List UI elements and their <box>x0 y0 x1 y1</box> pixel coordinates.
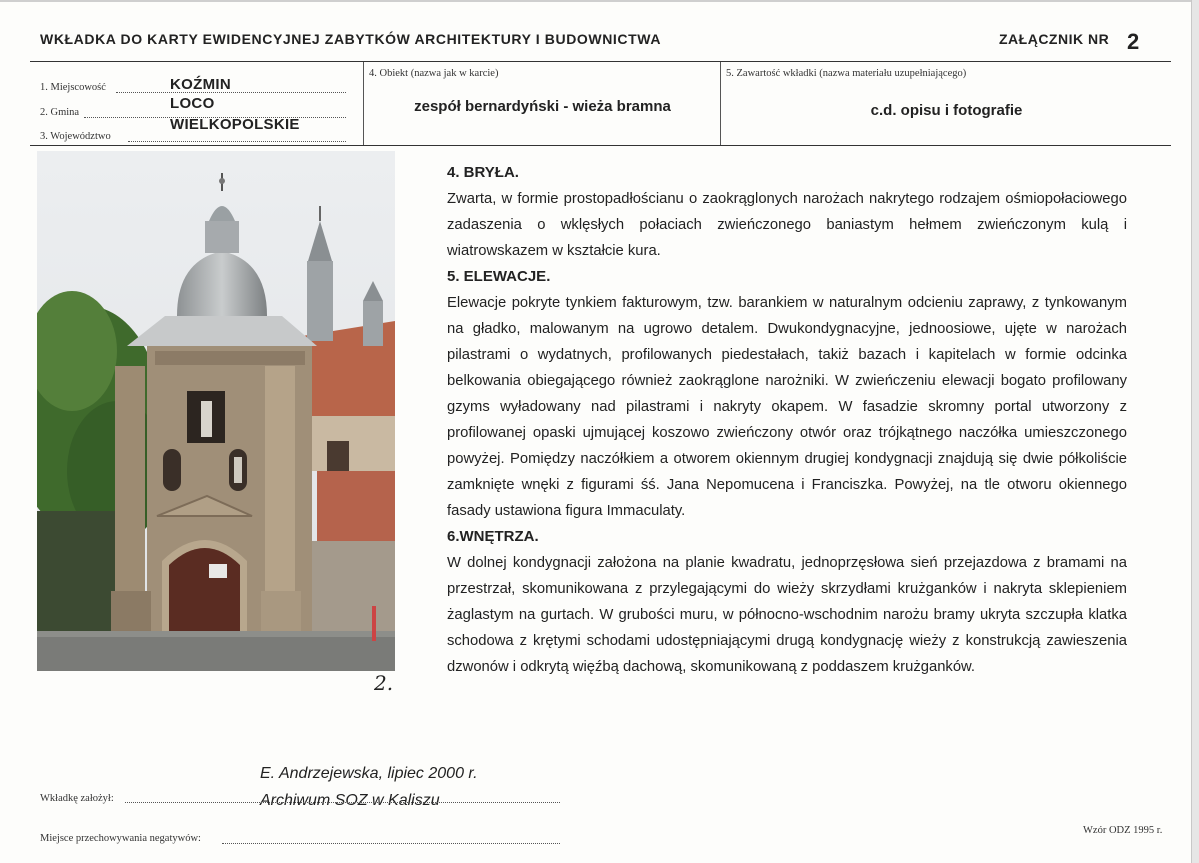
locality-label: 1. Miejscowość <box>40 82 106 93</box>
contents-label: 5. Zawartość wkładki (nazwa materiału uzupełniającego) <box>726 68 967 79</box>
section-text-mass: Zwarta, w formie prostopadłościanu o zaokrąglonych narożach nakrytego rodzajem ośmiopołaciowego zadaszenia o wklęsłych połaciach zwieńczonego baniastym hełmem zwieńczonym kulą i wiatrowskazem w kształcie kura. <box>447 191 1127 259</box>
header-rule-top <box>30 61 1171 62</box>
commune-value: LOCO <box>170 95 215 112</box>
section-heading-interiors: 6.WNĘTRZA. <box>447 528 539 545</box>
section-text-interiors: W dolnej kondygnacji założona na planie kwadratu, jednoprzęsłowa sień przejazdowa z bramami na przestrzał, skomunikowana z przylegającymi do wieży skrzydłami krużganków i nakryta sklepieniem żaglastym na gurtach. W grubości muru, w północno-wschodnim narożu bramy ukryta szczupła klatka schodowa z krętymi schodami udostępniającymi drugą kondygnację wieży z konstrukcją zawieszenia dzwonów i odkrytą więźbą dachową, skomunikowaną z poddaszem krużganków. <box>447 555 1127 675</box>
insert-dots <box>125 802 560 803</box>
locality-value: KOŹMIN <box>170 76 231 93</box>
form-title: WKŁADKA DO KARTY EWIDENCYJNEJ ZABYTKÓW ARCHITEKTURY I BUDOWNICTWA <box>40 31 662 47</box>
commune-label: 2. Gmina <box>40 107 80 118</box>
header-divider-1 <box>363 62 364 145</box>
section-text-elevations: Elewacje pokryte tynkiem fakturowym, tzw. barankiem w naturalnym odcieniu zaprawy, z tynkowanym na gładko, malowanym na ugrowo detalem. Dwukondygnacyjne, jednoosiowe, ujęte w narożach pilastrami o wydatnych, profilowanych piedestałach, takiż bazach i kapitelach w formie odcinka belkowania obiegającego również zaokrąglone narożniki. W zwieńczeniu elewacji bogato profilowany gzyms wyładowany nad pilastrami i nakryty okapem. W fasadzie skromny portal utworzony z profilowanej opaski ujmującej koszowo zwieńczony otwór oraz trójkątnego naczółka umieszczonego powyżej. Pomiędzy naczółkiem a otworem okiennym drugiej kondygnacji znajdują się dwie półkoliście zamknięte wnęki z figurami śś. Jana Nepomucena i Franciszka. Powyżej, na tle otworu okiennego fasady ustawiona figura Immaculaty. <box>447 295 1127 519</box>
voivodeship-dots <box>128 141 346 142</box>
annex-label: ZAŁĄCZNIK NR <box>999 31 1110 47</box>
archive-line: Archiwum SOZ w Kaliszu <box>260 792 440 809</box>
section-heading-mass: 4. BRYŁA. <box>447 164 519 181</box>
header-divider-2 <box>720 62 721 145</box>
object-label: 4. Obiekt (nazwa jak w karcie) <box>369 68 499 79</box>
description <box>447 160 1127 680</box>
insert-label: Wkładkę założył: <box>40 793 114 804</box>
header-rule-bottom <box>30 145 1171 146</box>
voivodeship-label: 3. Województwo <box>40 131 111 142</box>
author-line: E. Andrzejewska, lipiec 2000 r. <box>260 765 478 782</box>
gate-tower-photo <box>37 151 395 671</box>
negatives-dots <box>222 843 560 844</box>
form-version: Wzór ODZ 1995 r. <box>1083 825 1163 836</box>
object-value: zespół bernardyński - wieża bramna <box>414 98 671 115</box>
page-edge-right <box>1191 0 1199 863</box>
annex-number: 2 <box>1127 29 1140 54</box>
photo-number: 2. <box>374 671 394 695</box>
negatives-label: Miejsce przechowywania negatywów: <box>40 833 201 844</box>
page-edge-top <box>0 0 1199 2</box>
contents-value: c.d. opisu i fotografie <box>870 102 1023 119</box>
section-heading-elevations: 5. ELEWACJE. <box>447 268 551 285</box>
voivodeship-value: WIELKOPOLSKIE <box>170 116 300 133</box>
locality-dots <box>116 92 346 93</box>
